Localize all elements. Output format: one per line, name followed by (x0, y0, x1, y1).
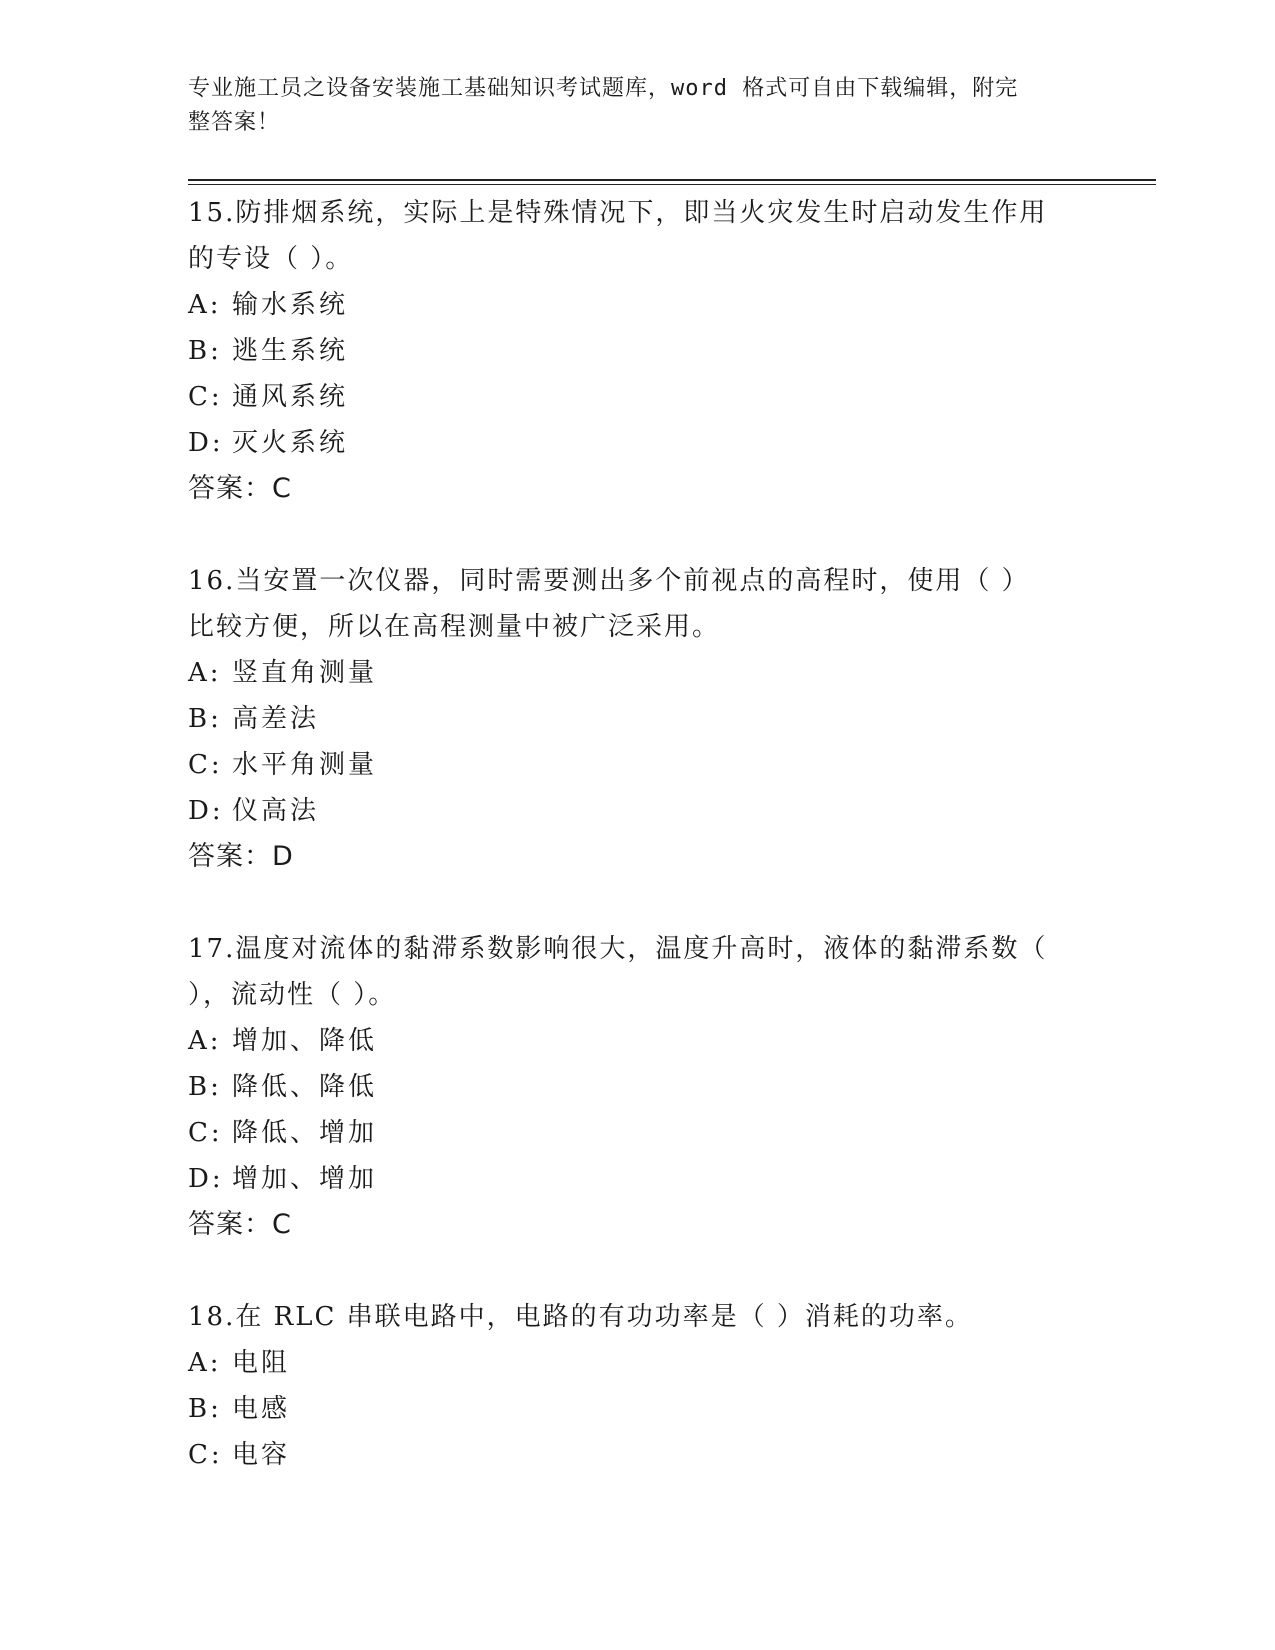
option-letter: B: (188, 1072, 222, 1102)
option-letter: D: (188, 796, 224, 826)
answer-text: 答案：C (188, 1209, 292, 1240)
option-letter: C: (188, 1118, 223, 1148)
option-text: 高差法 (232, 704, 320, 734)
answer-text: 答案：C (188, 473, 292, 504)
option-c (188, 742, 1088, 788)
option-b (188, 1064, 1088, 1110)
option-letter: C: (188, 1440, 223, 1470)
option-a (188, 1340, 1088, 1386)
option-letter: B: (188, 1394, 222, 1424)
option-d (188, 420, 1088, 466)
option-c (188, 1432, 1088, 1478)
option-letter: B: (188, 704, 222, 734)
option-text: 电感 (232, 1394, 291, 1424)
option-letter: A: (188, 1348, 222, 1378)
option-letter: D: (188, 1164, 224, 1194)
option-text: 竖直角测量 (232, 658, 378, 688)
question-text-line: 15.防排烟系统，实际上是特殊情况下，即当火灾发生时启动发生作用 (188, 198, 1048, 228)
option-text: 逃生系统 (232, 336, 349, 366)
question-spacer (188, 512, 1088, 558)
header-line-1: 专业施工员之设备安装施工基础知识考试题库，word 格式可自由下载编辑，附完 (188, 76, 1019, 101)
option-text: 水平角测量 (232, 750, 378, 780)
option-letter: D: (188, 428, 224, 458)
option-text: 降低、降低 (232, 1072, 378, 1102)
option-text: 增加、降低 (232, 1026, 378, 1056)
option-a (188, 650, 1088, 696)
question-spacer (188, 1248, 1088, 1294)
option-text: 增加、增加 (232, 1164, 378, 1194)
question-15 (188, 190, 1088, 512)
question-text-line: 18.在 RLC 串联电路中，电路的有功功率是（ ）消耗的功率。 (188, 1302, 973, 1332)
option-d (188, 788, 1088, 834)
header-divider-thin (188, 184, 1156, 185)
question-text-line: 比较方便，所以在高程测量中被广泛采用。 (188, 612, 721, 642)
option-b (188, 1386, 1088, 1432)
option-letter: A: (188, 1026, 222, 1056)
question-text-line: 17.温度对流体的黏滞系数影响很大，温度升高时，液体的黏滞系数（ (188, 934, 1048, 964)
header-divider-thick (188, 179, 1156, 181)
option-a (188, 1018, 1088, 1064)
question-17 (188, 926, 1088, 1248)
header-line-2: 整答案！ (188, 110, 281, 135)
option-text: 电容 (232, 1440, 291, 1470)
question-text-line: ），流动性（ ）。 (188, 980, 397, 1010)
option-a (188, 282, 1088, 328)
question-18 (188, 1294, 1088, 1478)
option-text: 通风系统 (232, 382, 349, 412)
option-b (188, 328, 1088, 374)
question-text-line: 16.当安置一次仪器，同时需要测出多个前视点的高程时，使用（ ） (188, 566, 1030, 596)
option-letter: B: (188, 336, 222, 366)
option-text: 电阻 (232, 1348, 291, 1378)
option-c (188, 374, 1088, 420)
option-letter: C: (188, 382, 223, 412)
option-letter: C: (188, 750, 223, 780)
answer-text: 答案：D (188, 841, 294, 872)
question-list (188, 190, 1088, 1478)
option-text: 灭火系统 (232, 428, 349, 458)
option-c (188, 1110, 1088, 1156)
option-text: 降低、增加 (232, 1118, 378, 1148)
option-letter: A: (188, 658, 222, 688)
option-d (188, 1156, 1088, 1202)
option-text: 输水系统 (232, 290, 349, 320)
option-letter: A: (188, 290, 222, 320)
document-header (188, 72, 1068, 140)
option-text: 仪高法 (232, 796, 320, 826)
question-text-line: 的专设（ ）。 (188, 244, 354, 274)
question-spacer (188, 880, 1088, 926)
question-16 (188, 558, 1088, 880)
option-b (188, 696, 1088, 742)
